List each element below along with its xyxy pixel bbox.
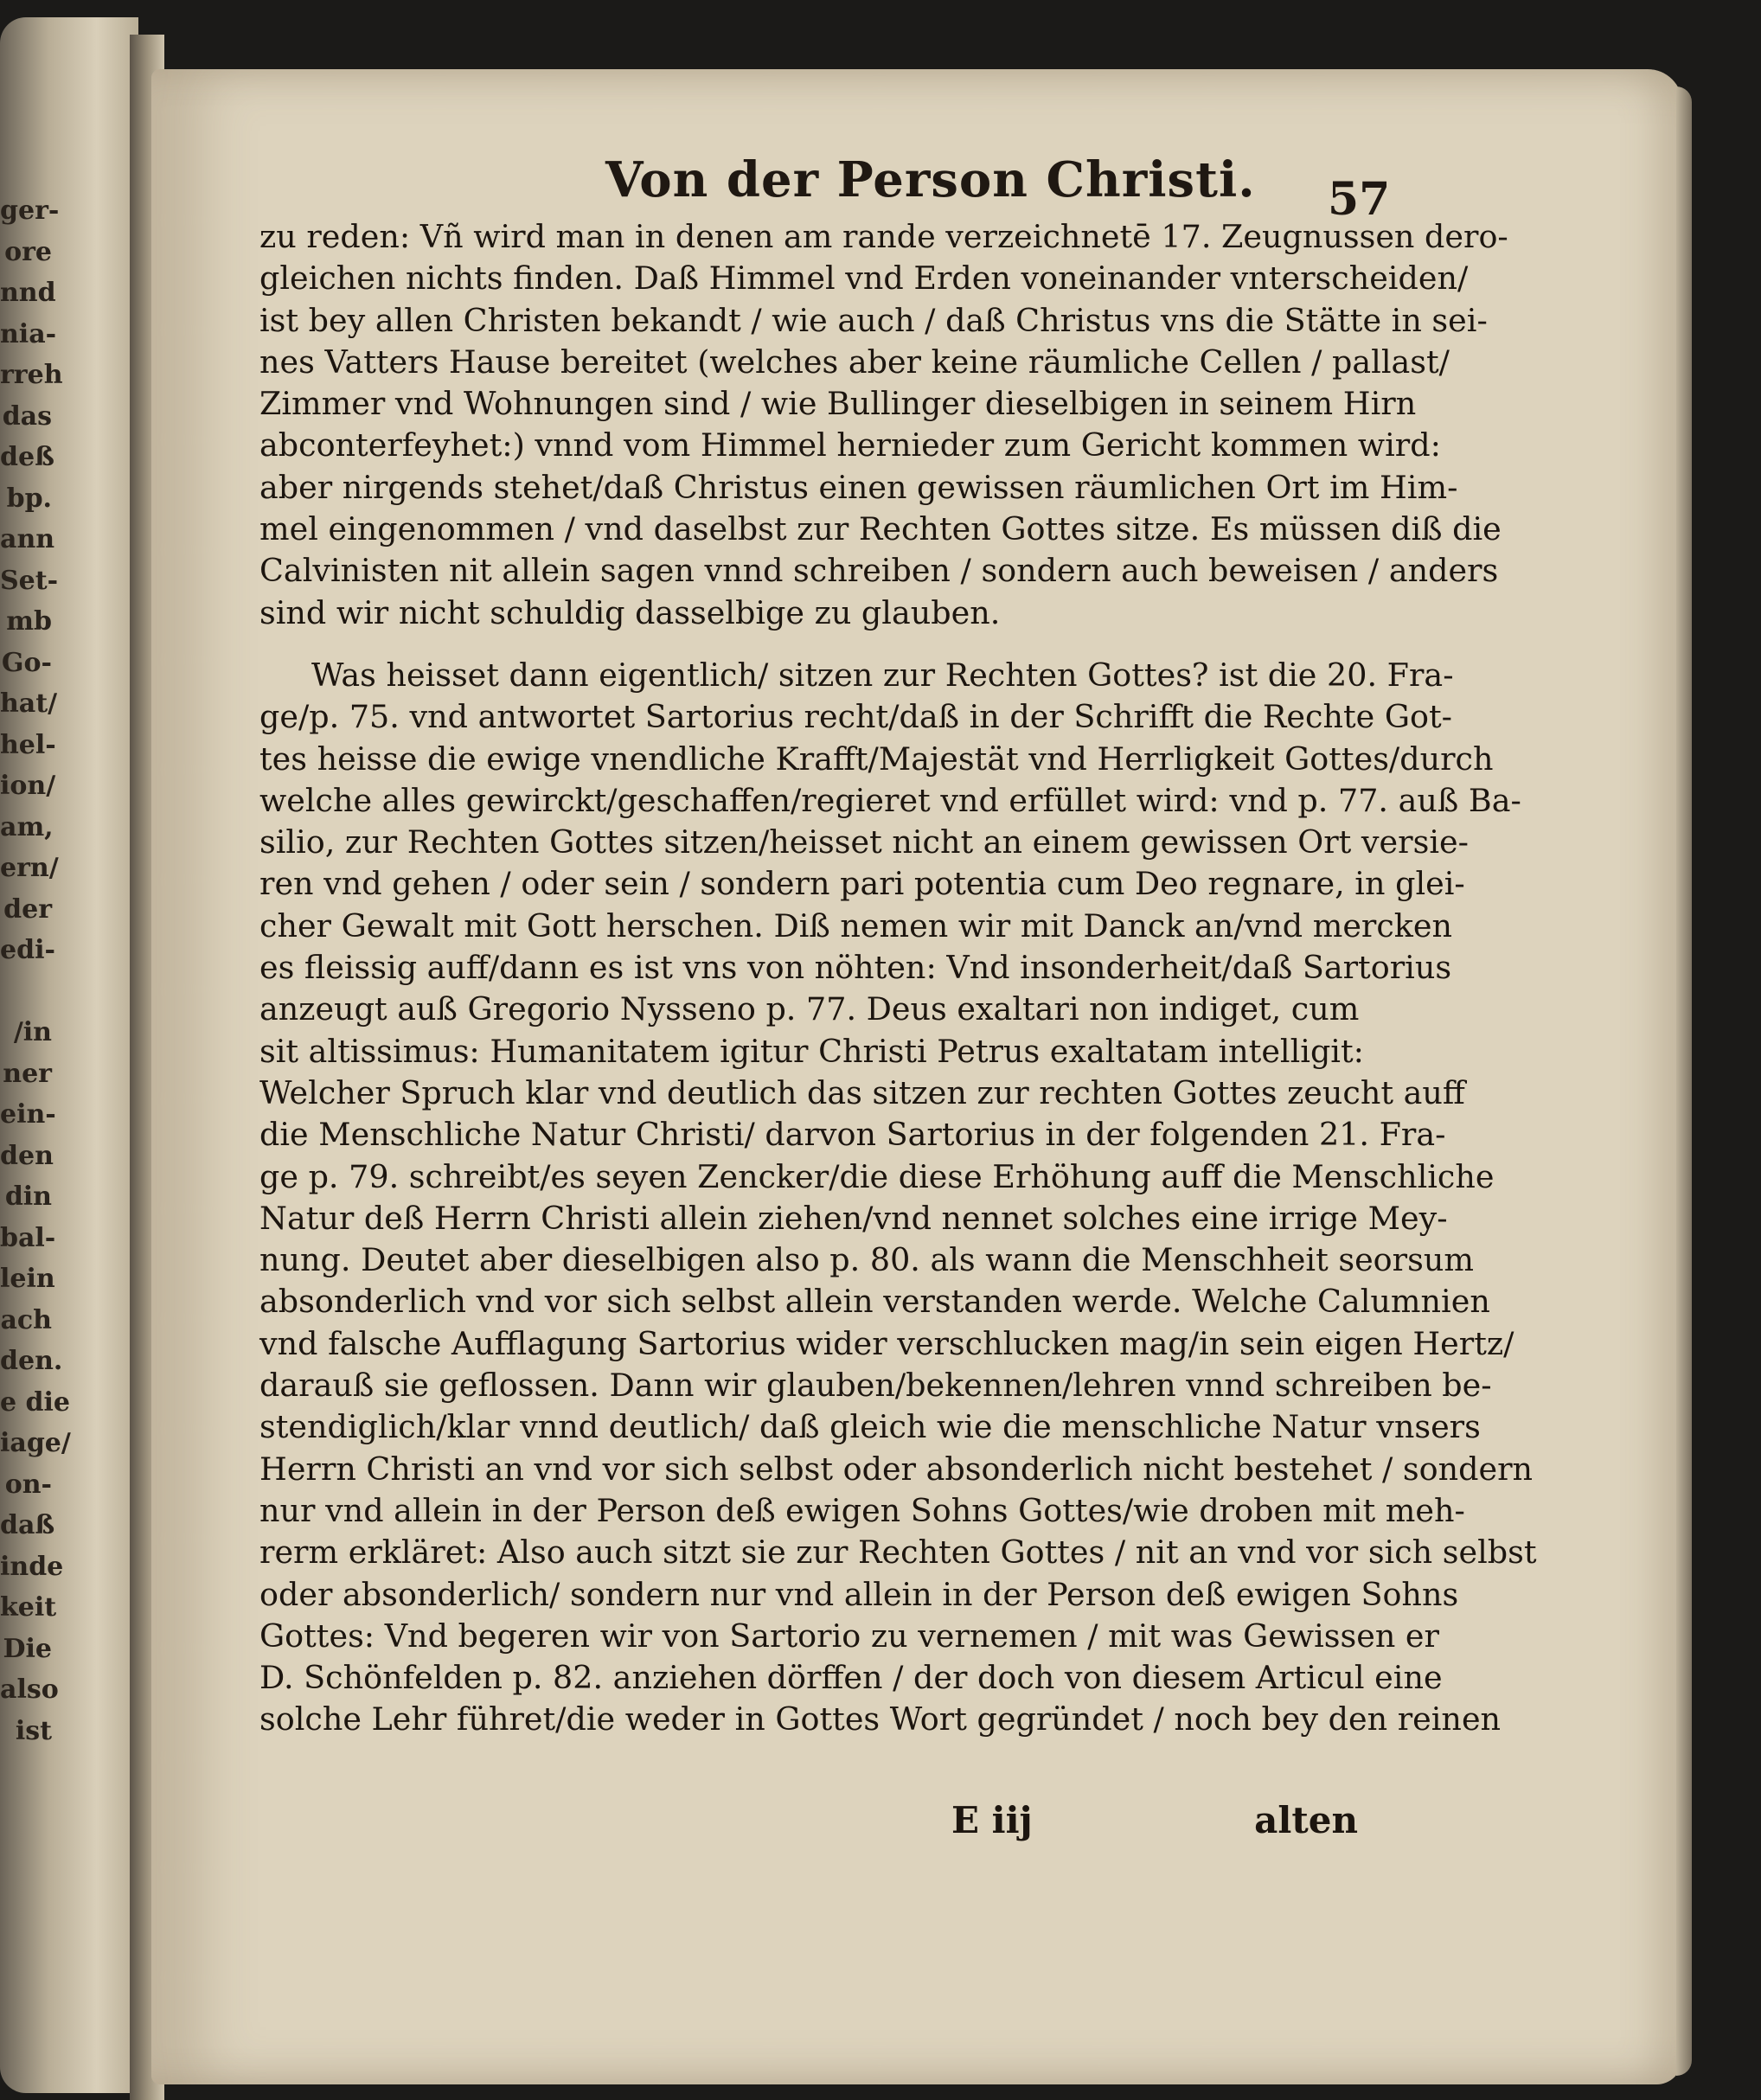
text-line: anzeugt auß Gregorio Nysseno p. 77. Deus exaltari non indiget, cum — [259, 990, 1360, 1028]
text-line: Natur deß Herrn Christi allein ziehen/vnd nennet solches eine irrige Mey- — [259, 1199, 1448, 1237]
facing-page-fragment: daß — [0, 1510, 55, 1540]
facing-page-fragment: keit — [0, 1592, 57, 1623]
text-line: gleichen nichts finden. Daß Himmel vnd Erden voneinander vnterscheiden/ — [259, 259, 1469, 298]
facing-page-fragment: das — [2, 400, 52, 432]
signature-mark: E iij — [951, 1799, 1033, 1841]
facing-page-fragment: Go- — [1, 647, 52, 678]
text-line: vnd falsche Aufflagung Sartorius wider verschlucken mag/in sein eigen Hertz/ — [259, 1324, 1514, 1362]
facing-page-fragment: der — [3, 893, 52, 925]
text-line: rerm erkläret: Also auch sitzt sie zur Rechten Gottes / nit an vnd vor sich selbst — [259, 1533, 1537, 1572]
text-line: stendiglich/klar vnnd deutlich/ daß gleich wie die menschliche Natur vnsers — [259, 1408, 1481, 1446]
facing-page-fragment: hel- — [0, 729, 56, 760]
facing-page-edge — [0, 17, 138, 2093]
facing-page-text-fragments — [0, 190, 71, 1751]
facing-page-fragment: also — [0, 1674, 59, 1705]
facing-page-fragment: mb — [6, 606, 52, 637]
facing-page-fragment: Set- — [0, 565, 59, 596]
text-line: oder absonderlich/ sondern nur vnd allein in der Person deß ewigen Sohns — [259, 1575, 1459, 1613]
facing-page-fragment: den — [0, 1140, 54, 1171]
text-line: sit altissimus: Humanitatem igitur Christi Petrus exaltatam intelligit: — [259, 1032, 1364, 1070]
facing-page-fragment: din — [4, 1181, 52, 1212]
facing-page-fragment: den. — [0, 1346, 63, 1376]
facing-page-fragment: bp. — [6, 483, 52, 514]
text-line: nur vnd allein in der Person deß ewigen Sohns Gottes/wie droben mit meh- — [259, 1491, 1465, 1529]
text-line: mel eingenommen / vnd daselbst zur Rechten Gottes sitze. Es müssen diß die — [259, 510, 1502, 548]
facing-page-fragment: am, — [0, 811, 54, 842]
facing-page-fragment: on- — [4, 1469, 52, 1500]
facing-page-fragment: ner — [3, 1058, 52, 1089]
text-line: Herrn Christi an vnd vor sich selbst oder absonderlich nicht bestehet / sondern — [259, 1450, 1534, 1488]
facing-page-fragment: e die — [0, 1386, 70, 1418]
facing-page-fragment: lein — [0, 1264, 55, 1294]
facing-page-fragment: Die — [3, 1633, 52, 1664]
facing-page-fragment: ann — [0, 524, 55, 554]
text-line: sind wir nicht schuldig dasselbige zu glauben. — [259, 593, 1001, 631]
facing-page-fragment: ein- — [0, 1099, 56, 1130]
text-line: aber nirgends stehet/daß Christus einen gewissen räumlichen Ort im Him- — [259, 468, 1458, 506]
facing-page-fragment: nia- — [0, 318, 57, 349]
facing-page-fragment: ist — [15, 1715, 52, 1746]
text-line: ren vnd gehen / oder sein / sondern pari potentia cum Deo regnare, in glei- — [259, 865, 1465, 903]
text-line: ge p. 79. schreibt/es seyen Zencker/die diese Erhöhung auff die Menschliche — [259, 1157, 1495, 1195]
text-line: nung. Deutet aber dieselbigen also p. 80. als wann die Menschheit seorsum — [259, 1241, 1474, 1279]
facing-page-fragment: ion/ — [0, 771, 56, 801]
facing-page-fragment: hat/ — [0, 688, 58, 719]
facing-page-fragment: nnd — [0, 278, 56, 308]
facing-page-fragment: iage/ — [0, 1428, 71, 1458]
facing-page-fragment: ach — [0, 1304, 52, 1335]
text-line: Welcher Spruch klar vnd deutlich das sitzen zur rechten Gottes zeucht auff — [259, 1073, 1465, 1111]
text-line: ist bey allen Christen bekandt / wie auch / daß Christus vns die Stätte in sei- — [259, 301, 1488, 339]
text-line: abconterfeyhet:) vnnd vom Himmel hernieder zum Gericht kommen wird: — [259, 426, 1441, 464]
text-line: Gottes: Vnd begeren wir von Sartorio zu vernemen / mit was Gewissen er — [259, 1617, 1439, 1655]
facing-page-fragment: rreh — [0, 360, 63, 390]
body-text — [259, 216, 1537, 1741]
text-line: Zimmer vnd Wohnungen sind / wie Bullinger dieselbigen in seinem Hirn — [259, 385, 1417, 423]
facing-page-fragment: edi- — [0, 935, 55, 965]
page-footer — [951, 1799, 1358, 1851]
running-title: Von der Person Christi. — [605, 151, 1256, 208]
text-line: es fleissig auff/dann es ist vns von nöhten: Vnd insonderheit/daß Sartorius — [259, 949, 1452, 987]
facing-page-fragment: bal- — [0, 1222, 56, 1253]
text-line: die Menschliche Natur Christi/ darvon Sartorius in der folgenden 21. Fra- — [259, 1116, 1446, 1154]
text-line: ge/p. 75. vnd antwortet Sartorius recht/daß in der Schrifft die Rechte Got- — [259, 698, 1452, 736]
page-number: 57 — [1328, 173, 1391, 226]
facing-page-fragment: /in — [13, 1017, 52, 1047]
catchword: alten — [1254, 1799, 1358, 1841]
text-line: Was heisset dann eigentlich/ sitzen zur Rechten Gottes? ist die 20. Fra- — [311, 656, 1454, 694]
text-line: welche alles gewirckt/geschaffen/regieret vnd erfüllet wird: vnd p. 77. auß Ba- — [259, 781, 1521, 819]
text-line: silio, zur Rechten Gottes sitzen/heisset nicht an einem gewissen Ort versie- — [259, 823, 1469, 861]
text-line: darauß sie geflossen. Dann wir glauben/bekennen/lehren vnnd schreiben be- — [259, 1367, 1492, 1405]
text-line: cher Gewalt mit Gott herschen. Diß nemen wir mit Danck an/vnd mercken — [259, 906, 1453, 944]
facing-page-fragment: inde — [0, 1551, 64, 1582]
text-line: solche Lehr führet/die weder in Gottes Wort gegründet / noch bey den reinen — [259, 1700, 1502, 1738]
page-edge-shadow — [1676, 86, 1692, 2076]
text-line: zu reden: Vñ wird man in denen am rande verzeichnetē 17. Zeugnussen dero- — [259, 218, 1508, 255]
facing-page-fragment — [0, 971, 52, 1013]
text-line: tes heisse die ewige vnendliche Krafft/Majestät vnd Herrligkeit Gottes/durch — [259, 739, 1494, 778]
facing-page-fragment: ore — [4, 236, 52, 267]
text-line: D. Schönfelden p. 82. anziehen dörffen / der doch von diesem Articul eine — [259, 1659, 1443, 1697]
facing-page-fragment: ger- — [0, 195, 60, 226]
text-line: nes Vatters Hause bereitet (welches aber keine räumliche Cellen / pallast/ — [259, 343, 1450, 381]
facing-page-fragment: ern/ — [0, 853, 59, 883]
facing-page-fragment: deß — [0, 442, 54, 472]
text-line: absonderlich vnd vor sich selbst allein verstanden werde. Welche Calumnien — [259, 1283, 1490, 1321]
text-line: Calvinisten nit allein sagen vnnd schreiben / sondern auch beweisen / anders — [259, 552, 1499, 590]
